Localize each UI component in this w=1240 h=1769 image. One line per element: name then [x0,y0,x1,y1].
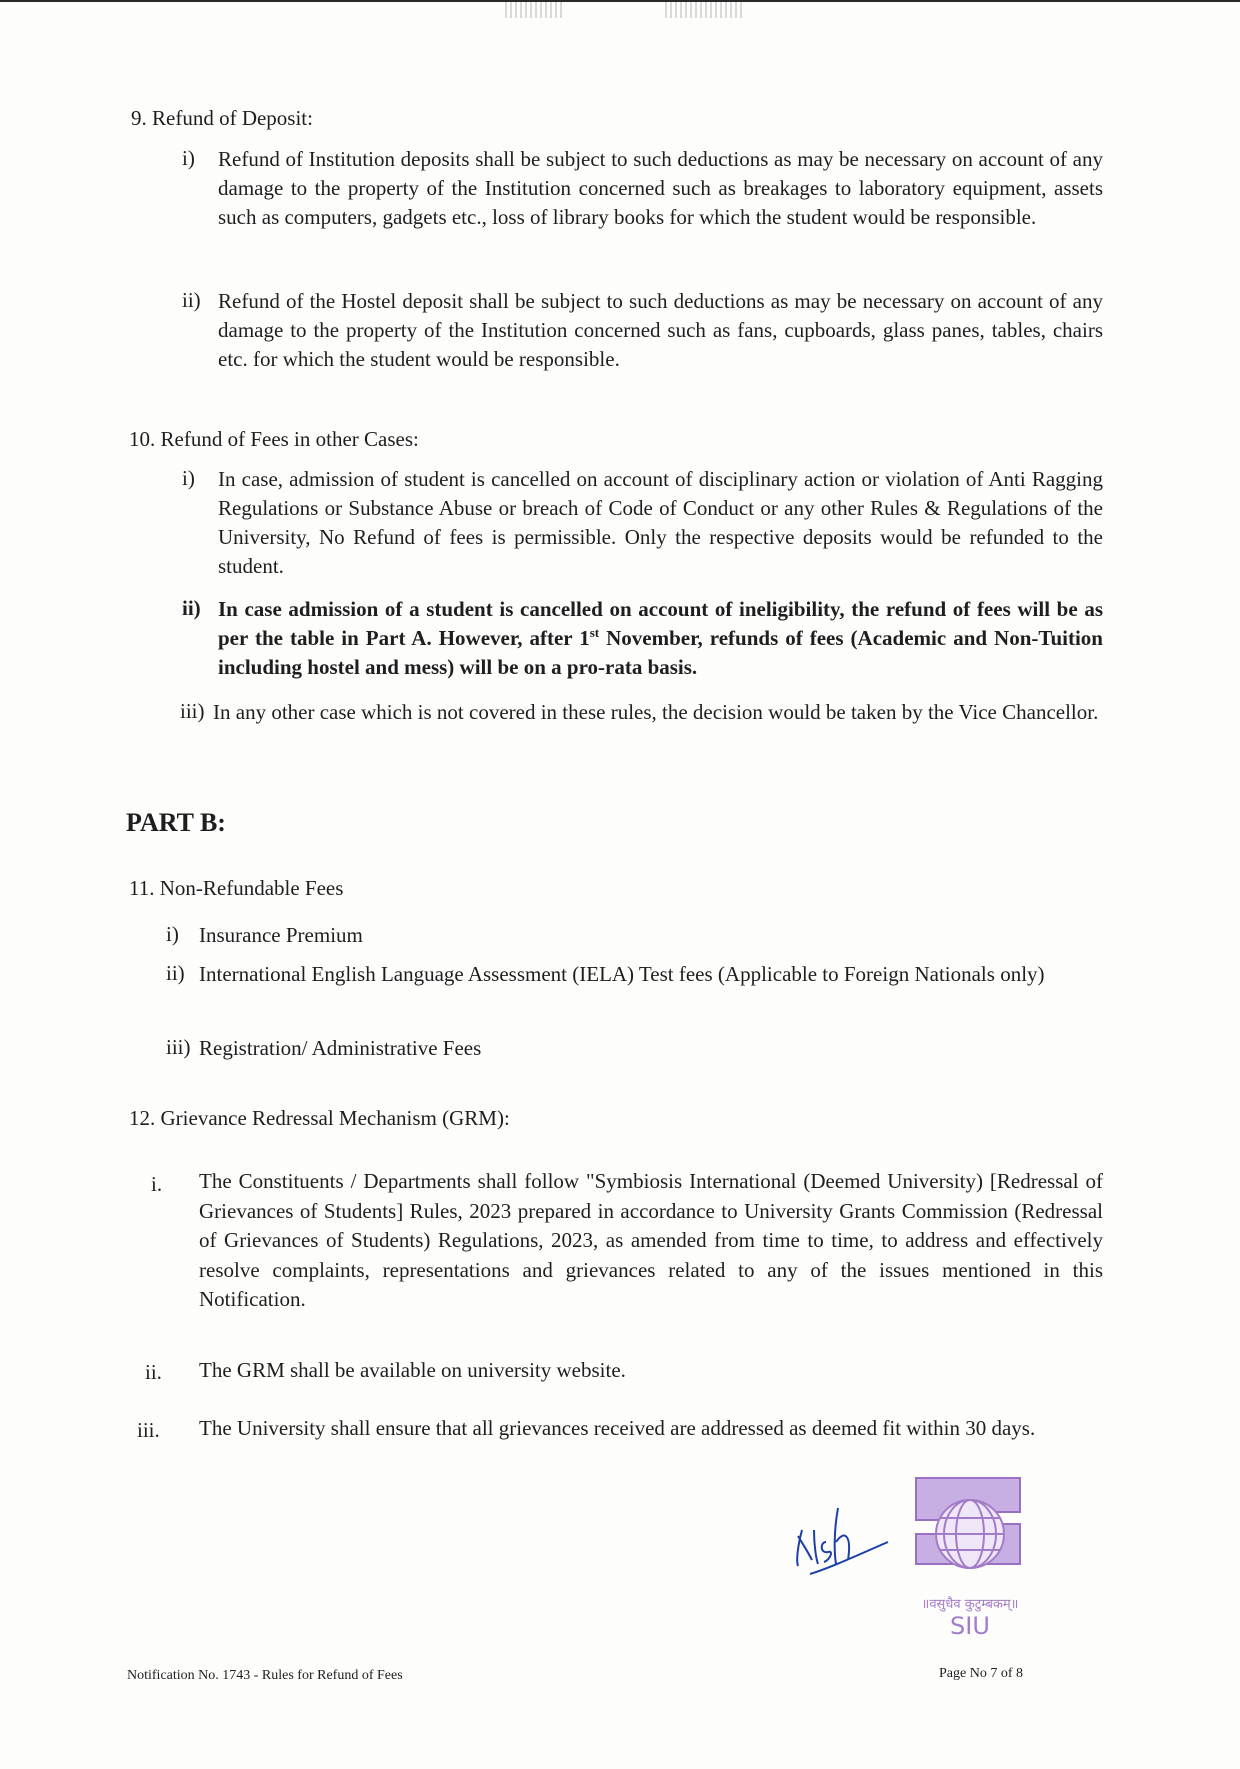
siu-seal-logo [908,1472,1033,1647]
part-b-heading: PART B: [126,808,226,837]
handwritten-signature [790,1490,895,1575]
s12-item-2-number: ii. [145,1360,162,1384]
page-top-border [0,0,1240,2]
s11-item-3-text: Registration/ Administrative Fees [199,1036,482,1060]
s12-item-1-text: The Constituents / Departments shall follow "Symbiosis International (Deemed University) [Redressal of Grievances of Students] Rules, 2023 prepared in accordance to University Grants Commission (Redressal of Grievances of Students) Regulations, 2023, as amended from time to time, to address and effectively resolve complaints, representations and grievances related to any of the issues mentioned in this Notification. [199,1169,1103,1311]
s11-item-2-text: International English Language Assessment (IELA) Test fees (Applicable to Foreign Nationals only) [199,962,1045,986]
superscript-st: st [589,625,600,640]
seal-abbreviation: SIU [950,1612,990,1640]
s9-item-1-number: i) [182,146,195,170]
scan-artifact [665,2,745,18]
s12-item-3-number: iii. [137,1418,160,1442]
s11-item-2-number: ii) [166,961,185,985]
s11-item-3-number: iii) [166,1035,191,1059]
s12-item-2-text: The GRM shall be available on university website. [199,1358,626,1382]
seal-motto: ॥वसुधैव कुटुम्बकम्॥ [921,1597,1019,1612]
s12-item-3-text: The University shall ensure that all grievances received are addressed as deemed fit within 30 days. [199,1416,1036,1440]
s10-item-1-text: In case, admission of student is cancelled on account of disciplinary action or violation of Anti Ragging Regulations or Substance Abuse or breach of Code of Conduct or any other Rules & Regulations of the University, No Refund of fees is permissible. Only the respective deposits would be refunded to the student. [218,467,1103,578]
footer-page-number: Page No 7 of 8 [939,1666,1023,1681]
s9-item-2-text: Refund of the Hostel deposit shall be subject to such deductions as may be necessary on account of any damage to the property of the Institution concerned such as fans, cupboards, glass panes, tables, chairs etc. for which the student would be responsible. [218,289,1103,371]
s10-item-3-text: In any other case which is not covered in these rules, the decision would be taken by the Vice Chancellor. [213,700,1099,724]
s11-item-1-text: Insurance Premium [199,923,363,947]
footer-notification-ref: Notification No. 1743 - Rules for Refund of Fees [127,1668,403,1683]
section-9-title: 9. Refund of Deposit: [131,106,313,130]
section-12-title: 12. Grievance Redressal Mechanism (GRM): [129,1106,510,1130]
s10-item-2-text: In case admission of a student is cancelled on account of ineligibility, the refund of fees will be as per the table in Part A. However, after 1st November, refunds of fees (Academic and Non-Tuition including hostel and mess) will be on a pro-rata basis. [218,597,1103,679]
s12-item-1-number: i. [151,1172,163,1196]
s11-item-1-number: i) [166,922,179,946]
s10-item-1-number: i) [182,466,195,490]
s10-item-2-number: ii) [182,596,201,620]
section-10-title: 10. Refund of Fees in other Cases: [129,427,419,451]
s9-item-2-number: ii) [182,288,201,312]
s9-item-1-text: Refund of Institution deposits shall be subject to such deductions as may be necessary on account of any damage to the property of the Institution concerned such as breakages to laboratory equipment, assets such as computers, gadgets etc., loss of library books for which the student would be responsible. [218,147,1103,229]
s10-item-3-number: iii) [180,699,205,723]
scan-artifact [505,2,565,18]
section-11-title: 11. Non-Refundable Fees [129,876,344,900]
